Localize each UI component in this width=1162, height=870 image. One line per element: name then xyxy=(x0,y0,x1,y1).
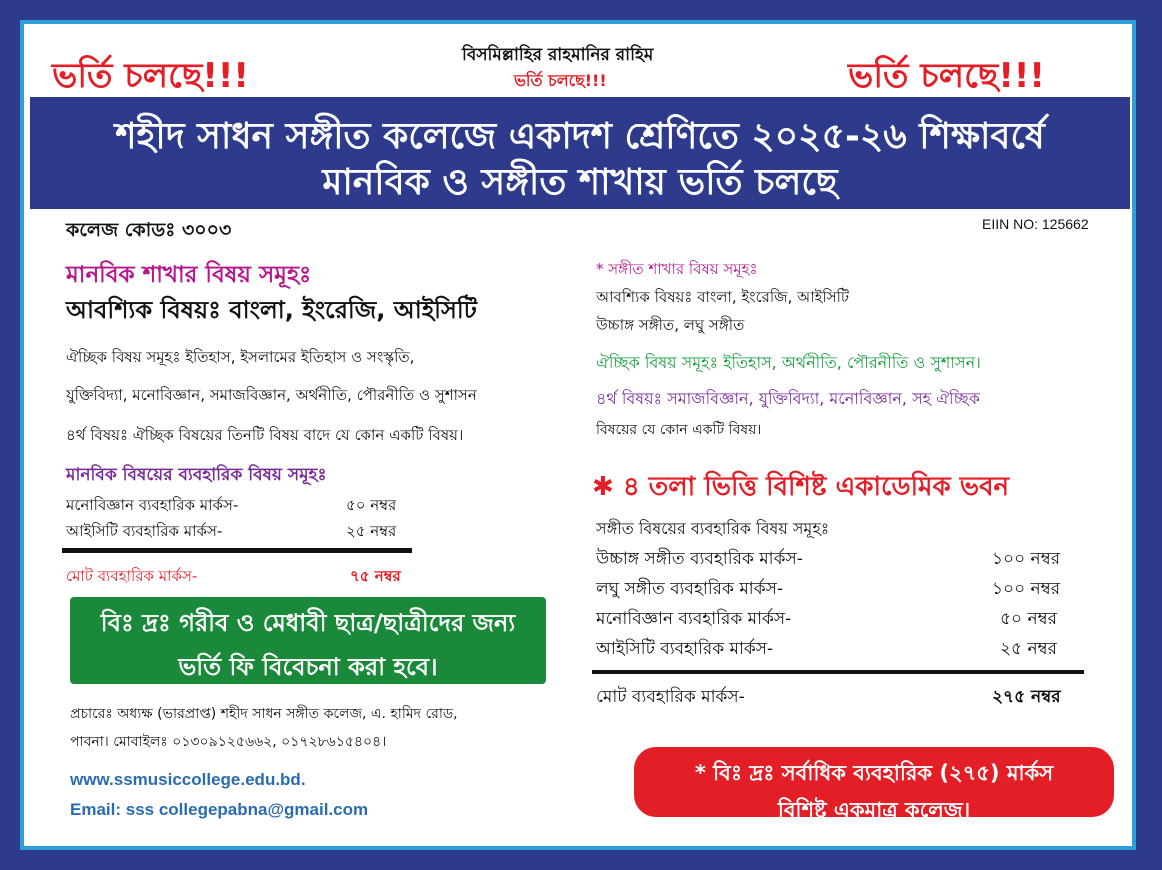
highest-marks-note xyxy=(634,747,1114,822)
humanities-total-divider xyxy=(62,548,412,553)
scholarship-note-line-1: বিঃ দ্রঃ গরীব ও মেধাবী ছাত্র/ছাত্রীদের জন্য xyxy=(100,609,516,637)
highest-marks-note-line-2: বিশিষ্ট একমাত্র কলেজ। xyxy=(777,798,971,822)
humanities-practical-marks-2: ২৫ নম্বর xyxy=(346,522,397,540)
college-code: কলেজ কোডঃ ৩০০৩ xyxy=(66,219,232,241)
music-total-marks: ২৭৫ নম্বর xyxy=(992,687,1061,707)
humanities-fourth-subject: ৪র্থ বিষয়ঃ ঐচ্ছিক বিষয়ের তিনটি বিষয় বাদে যে কোন একটি বিষয়। xyxy=(66,426,464,444)
humanities-practical-label-1: মনোবিজ্ঞান ব্যবহারিক মার্কস- xyxy=(66,496,239,514)
music-practical-label-3: মনোবিজ্ঞান ব্যবহারিক মার্কস- xyxy=(596,609,792,629)
headline-line-2: মানবিক ও সঙ্গীত শাখায় ভর্তি চলছে xyxy=(322,162,838,203)
music-fourth-2: বিষয়ের যে কোন একটি বিষয়। xyxy=(596,422,762,438)
humanities-total-label: মোট ব্যবহারিক মার্কস- xyxy=(66,567,198,585)
admission-right-label: ভর্তি চলছে!!! xyxy=(848,56,1045,96)
email-link[interactable]: Email: sss collegepabna@gmail.com xyxy=(70,800,369,819)
headline-band xyxy=(30,97,1130,209)
website-link[interactable]: www.ssmusiccollege.edu.bd. xyxy=(70,770,306,789)
music-mandatory-1: আবশ্যিক বিষয়ঃ বাংলা, ইংরেজি, আইসিটি xyxy=(596,288,850,306)
humanities-practical-title: মানবিক বিষয়ের ব্যবহারিক বিষয় সমূহঃ xyxy=(66,465,327,485)
music-practical-title: সঙ্গীত বিষয়ের ব্যবহারিক বিষয় সমূহঃ xyxy=(596,519,830,538)
eiin-number: EIIN NO: 125662 xyxy=(982,216,1089,232)
humanities-practical-marks-1: ৫০ নম্বর xyxy=(346,496,397,514)
scholarship-note-box xyxy=(70,597,546,684)
music-title: * সঙ্গীত শাখার বিষয় সমূহঃ xyxy=(596,260,758,278)
publisher-line-1: প্রচারেঃ অধ্যক্ষ (ভারপ্রাপ্ত) শহীদ সাধন সঙ্গীত কলেজ, এ. হামিদ রোড, xyxy=(70,706,458,722)
admission-left-label: ভর্তি চলছে!!! xyxy=(52,56,249,96)
bismillah-text: বিসমিল্লাহির রাহমানির রাহিম xyxy=(462,45,654,65)
music-mandatory-2: উচ্চাঙ্গ সঙ্গীত, লঘু সঙ্গীত xyxy=(596,316,745,334)
academic-building-note: ✱ ৪ তলা ভিত্তি বিশিষ্ট একাডেমিক ভবন xyxy=(592,472,1010,502)
humanities-practical-label-2: আইসিটি ব্যবহারিক মার্কস- xyxy=(66,522,223,540)
music-total-label: মোট ব্যবহারিক মার্কস- xyxy=(596,687,745,707)
scholarship-note-line-2: ভর্তি ফি বিবেচনা করা হবে। xyxy=(178,653,438,681)
highest-marks-note-line-1: * বিঃ দ্রঃ সর্বাধিক ব্যবহারিক (২৭৫) মার্কস xyxy=(694,761,1054,785)
admission-center-label: ভর্তি চলছে!!! xyxy=(514,71,607,90)
humanities-mandatory: আবশ্যিক বিষয়ঃ বাংলা, ইংরেজি, আইসিটি xyxy=(66,296,477,324)
humanities-optional-2: যুক্তিবিদ্যা, মনোবিজ্ঞান, সমাজবিজ্ঞান, অর্থনীতি, পৌরনীতি ও সুশাসন xyxy=(66,386,477,404)
music-fourth-1: ৪র্থ বিষয়ঃ সমাজবিজ্ঞান, যুক্তিবিদ্যা, মনোবিজ্ঞান, সহ ঐচ্ছিক xyxy=(596,389,980,408)
headline-line-1: শহীদ সাধন সঙ্গীত কলেজে একাদশ শ্রেণিতে ২০২৫-২৬ শিক্ষাবর্ষে xyxy=(115,116,1045,157)
music-practical-marks-3: ৫০ নম্বর xyxy=(1000,609,1058,629)
music-practical-marks-4: ২৫ নম্বর xyxy=(1000,639,1058,659)
music-practical-label-2: লঘু সঙ্গীত ব্যবহারিক মার্কস- xyxy=(596,579,783,599)
music-practical-label-4: আইসিটি ব্যবহারিক মার্কস- xyxy=(596,639,774,659)
music-total-divider xyxy=(592,670,1084,674)
music-practical-label-1: উচ্চাঙ্গ সঙ্গীত ব্যবহারিক মার্কস- xyxy=(596,549,803,569)
humanities-total-marks: ৭৫ নম্বর xyxy=(350,567,401,585)
music-practical-marks-2: ১০০ নম্বর xyxy=(992,579,1061,599)
publisher-line-2: পাবনা। মোবাইলঃ ০১৩০৯১২৫৬৬২, ০১৭২৮৬১৫৪০৪। xyxy=(70,734,387,750)
music-optional: ঐচ্ছিক বিষয় সমূহঃ ইতিহাস, অর্থনীতি, পৌরনীতি ও সুশাসন। xyxy=(596,353,981,372)
music-practical-marks-1: ১০০ নম্বর xyxy=(992,549,1061,569)
humanities-title: মানবিক শাখার বিষয় সমূহঃ xyxy=(66,262,312,288)
humanities-optional-1: ঐচ্ছিক বিষয় সমূহঃ ইতিহাস, ইসলামের ইতিহাস ও সংস্কৃতি, xyxy=(66,348,415,366)
